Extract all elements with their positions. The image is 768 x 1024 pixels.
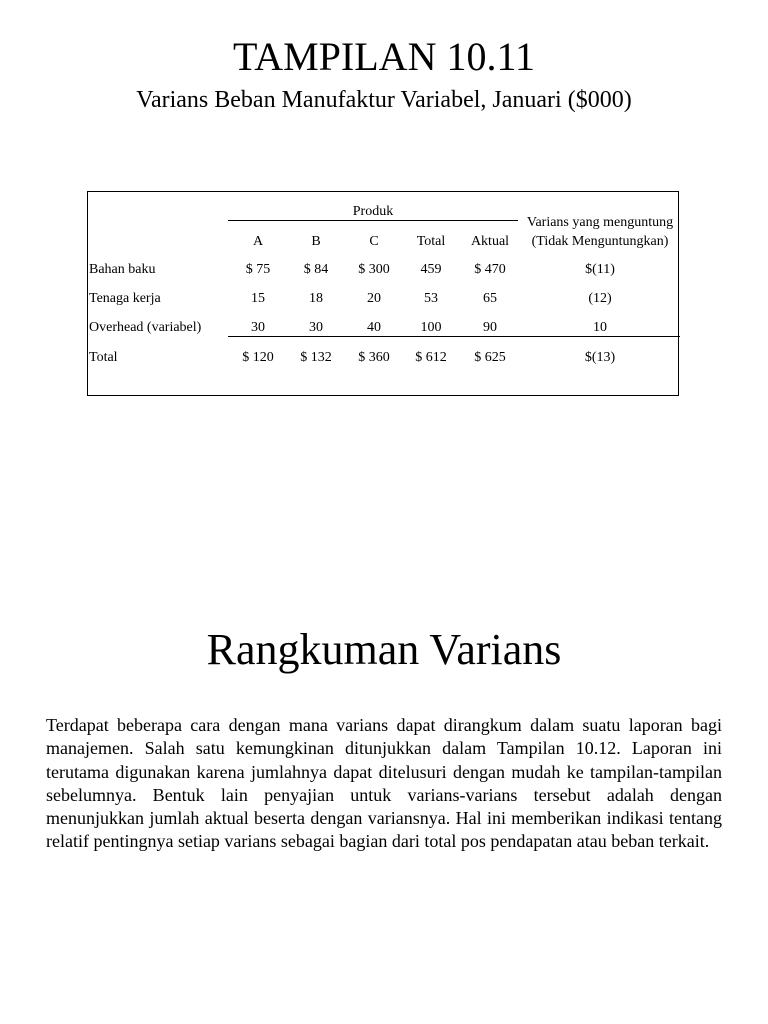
cell-b: 30 xyxy=(309,320,323,335)
cell-total: 459 xyxy=(420,262,442,277)
cell-b: $ 132 xyxy=(300,350,332,365)
column-header-b: B xyxy=(311,234,321,249)
page-subtitle: Varians Beban Manufaktur Variabel, Januari ($000) xyxy=(136,87,632,113)
row-label: Bahan baku xyxy=(89,262,156,277)
section-title: Rangkuman Varians xyxy=(206,625,562,674)
cell-c: 20 xyxy=(367,291,381,306)
subtotal-rule xyxy=(228,336,680,337)
cell-a: 15 xyxy=(251,291,265,306)
cell-aktual: 65 xyxy=(483,291,497,306)
cell-b: $ 84 xyxy=(303,262,329,277)
cell-a: $ 120 xyxy=(242,350,274,365)
table-group-header: Produk xyxy=(352,204,394,219)
page-title: TAMPILAN 10.11 xyxy=(233,34,535,79)
cell-a: $ 75 xyxy=(245,262,271,277)
row-label: Overhead (variabel) xyxy=(89,320,202,335)
row-label: Total xyxy=(89,350,118,365)
cell-c: $ 360 xyxy=(358,350,390,365)
cell-variance: 10 xyxy=(593,320,607,335)
cell-b: 18 xyxy=(309,291,323,306)
cell-variance: (12) xyxy=(588,291,612,306)
column-header-aktual: Aktual xyxy=(470,234,510,249)
body-paragraph: Terdapat beberapa cara dengan mana varians dapat dirangkum dalam suatu laporan bagi manajemen. Salah satu kemungkinan ditunjukkan dalam Tampilan 10.12. Laporan ini terutama digunakan karena jumlahnya dapat ditelusuri dengan mudah ke tampilan-tampilan sebelumnya. Bentuk lain penyajian untuk varians-varians tersebut adalah dengan menunjukkan jumlah aktual beserta dengan variansnya. Hal ini memberikan indikasi tentang relatif pentingnya setiap varians sebagai bagian dari total pos pendapatan atau beban terkait. xyxy=(46,715,722,852)
cell-total: 53 xyxy=(424,291,438,306)
group-header-rule xyxy=(228,220,518,221)
cell-c: 40 xyxy=(367,320,381,335)
cell-variance: $(11) xyxy=(585,262,615,277)
cell-variance: $(13) xyxy=(584,350,616,365)
cell-a: 30 xyxy=(251,320,265,335)
cell-aktual: $ 625 xyxy=(474,350,506,365)
variance-header-line2: (Tidak Menguntungkan) xyxy=(531,234,669,249)
variance-table xyxy=(87,191,679,396)
cell-aktual: 90 xyxy=(483,320,497,335)
column-header-a: A xyxy=(252,234,264,249)
variance-header-line1: Varians yang menguntung xyxy=(526,215,674,230)
row-label: Tenaga kerja xyxy=(89,291,161,306)
cell-aktual: $ 470 xyxy=(474,262,506,277)
column-header-c: C xyxy=(369,234,379,249)
cell-total: $ 612 xyxy=(415,350,447,365)
cell-c: $ 300 xyxy=(358,262,390,277)
column-header-total: Total xyxy=(416,234,446,249)
cell-total: 100 xyxy=(420,320,442,335)
